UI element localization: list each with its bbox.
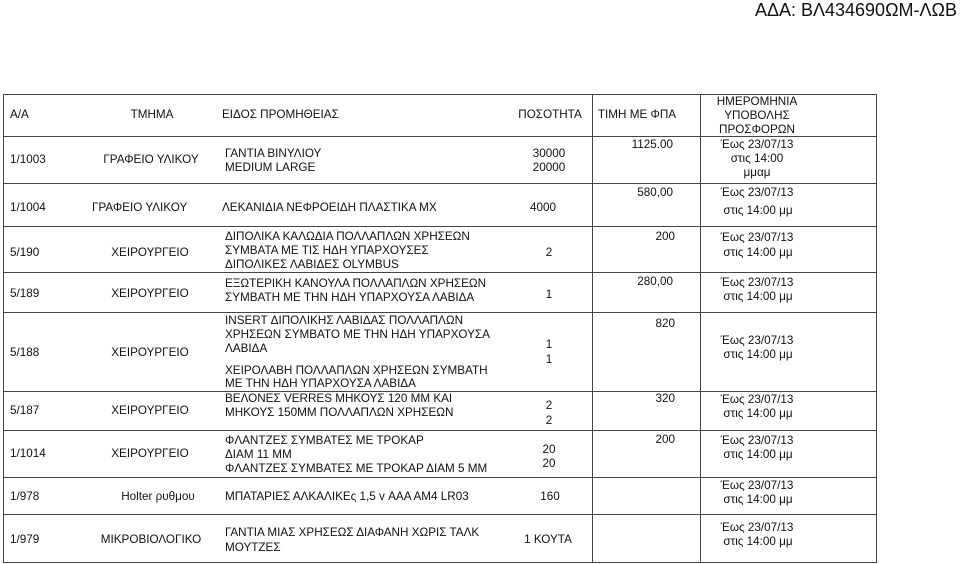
row-department: ΓΡΑΦΕΙΟ ΥΛΙΚΟΥ <box>92 201 188 214</box>
header-quantity: ΠΟΣΟΤΗΤΑ <box>518 108 582 121</box>
row-price: 580,00 <box>637 186 673 199</box>
row-item-line: ΛΕΚΑΝΙΔΙΑ ΝΕΦΡΟΕΙΔΗ ΠΛΑΣΤΙΚΑ ΜΧ <box>222 201 437 214</box>
table-rule <box>3 430 877 431</box>
table-rule <box>3 312 877 313</box>
row-quantity: 20 <box>542 443 556 456</box>
row-item-line: MEDIUM LARGE <box>225 161 316 174</box>
row-department: ΧΕΙΡΟΥΡΓΕΙΟ <box>111 404 189 417</box>
row-deadline-line: στις 14:00 μμ <box>723 290 793 303</box>
table-rule <box>3 272 877 273</box>
ada-code: ΑΔΑ: ΒΛ434690ΩΜ-ΛΩΒ <box>754 0 957 20</box>
row-item-line: ΔΙΠΟΛΙΚΑ ΚΑΛΩΔΙΑ ΠΟΛΛΑΠΛΩΝ ΧΡΗΣΕΩΝ <box>225 230 470 243</box>
row-deadline-line: Έως 23/07/13 <box>720 138 794 151</box>
row-deadline-line: μμαμ <box>743 166 771 179</box>
row-aa: 5/187 <box>10 404 40 417</box>
row-quantity: 2 <box>545 246 553 259</box>
row-price: 1125.00 <box>631 138 673 151</box>
row-department: ΓΡΑΦΕΙΟ ΥΛΙΚΟΥ <box>103 153 199 166</box>
row-item-line: ΜΕ ΤΗΝ ΗΔΗ ΥΠΑΡΧΟΥΣΑ ΛΑΒΙΔΑ <box>225 377 416 390</box>
row-item-line: ΓΑΝΤΙΑ ΒΙΝΥΛΙΟΥ <box>225 147 322 160</box>
row-deadline-line: Έως 23/07/13 <box>720 479 794 492</box>
row-item-line: ΔΙΑΜ 11 ΜΜ <box>225 448 292 461</box>
row-quantity: 1 <box>545 353 553 366</box>
row-deadline-line: στις 14:00 <box>730 152 784 165</box>
row-item-line: ΜΟΥΤΖΕΣ <box>225 541 281 554</box>
row-deadline-line: στις 14:00 μμ <box>723 348 793 361</box>
row-deadline-line: Έως 23/07/13 <box>720 334 794 347</box>
header-aa: Α/Α <box>10 108 29 121</box>
table-rule <box>3 226 877 227</box>
row-department: ΧΕΙΡΟΥΡΓΕΙΟ <box>111 346 189 359</box>
row-aa: 1/1003 <box>10 153 46 166</box>
row-item-line: INSERT ΔΙΠΟΛΙΚΗΣ ΛΑΒΙΔΑΣ ΠΟΛΛΑΠΛΩΝ <box>225 314 464 327</box>
row-aa: 1/978 <box>10 490 40 503</box>
table-rule <box>3 183 877 184</box>
row-quantity: 20 <box>542 457 556 470</box>
row-quantity: 1 <box>545 288 553 301</box>
row-deadline-line: στις 14:00 μμ <box>723 448 793 461</box>
header-deadline-line: ΗΜΕΡΟΜΗΝΙΑ <box>716 95 798 108</box>
row-item-line: ΜΗΚΟΥΣ 150ΜΜ ΠΟΛΛΑΠΛΩΝ ΧΡΗΣΕΩΝ <box>225 406 454 419</box>
table-column-rule <box>3 94 4 563</box>
header-deadline-line: ΥΠΟΒΟΛΗΣ <box>724 109 790 122</box>
row-quantity: 1 ΚΟΥΤΑ <box>524 533 572 546</box>
row-department: Holter ρυθμου <box>121 490 195 503</box>
table-column-rule <box>592 94 593 563</box>
row-deadline-line: στις 14:00 μμ <box>723 407 793 420</box>
row-department: ΜΙΚΡΟΒΙΟΛΟΓΙΚΟ <box>100 533 202 546</box>
row-aa: 1/1004 <box>10 201 46 214</box>
row-item-line: ΛΑΒΙΔΑ <box>225 342 268 355</box>
row-department: ΧΕΙΡΟΥΡΓΕΙΟ <box>111 287 189 300</box>
table-column-rule <box>876 94 877 563</box>
row-item-line: ΜΠΑΤΑΡΙΕΣ ΑΛΚΑΛΙΚΕς 1,5 v ΑΑΑ ΑΜ4 LR03 <box>225 490 469 503</box>
row-deadline-line: στις 14:00 μμ <box>723 204 793 217</box>
row-department: ΧΕΙΡΟΥΡΓΕΙΟ <box>111 246 189 259</box>
row-item-line: ΦΛΑΝΤΖΕΣ ΣΥΜΒΑΤΕΣ ΜΕ ΤΡΟΚΑΡ ΔΙΑΜ 5 ΜΜ <box>225 462 488 475</box>
row-deadline-line: στις 14:00 μμ <box>723 493 793 506</box>
row-deadline-line: στις 14:00 μμ <box>723 535 793 548</box>
row-quantity: 2 <box>545 399 553 412</box>
row-deadline-line: Έως 23/07/13 <box>720 276 794 289</box>
row-item-line: ΒΕΛΟΝΕΣ VERRES ΜΗΚΟΥΣ 120 ΜΜ ΚΑΙ <box>225 392 453 405</box>
row-aa: 1/1014 <box>10 447 46 460</box>
row-price: 200 <box>655 230 675 243</box>
row-aa: 5/190 <box>10 246 40 259</box>
header-price: ΤΙΜΗ ΜΕ ΦΠΑ <box>597 108 677 121</box>
row-item-line: ΓΑΝΤΙΑ ΜΙΑΣ ΧΡΗΣΕΩΣ ΔΙΑΦΑΝΗ ΧΩΡΙΣ ΤΑΛΚ <box>225 526 480 539</box>
row-deadline-line: Έως 23/07/13 <box>720 393 794 406</box>
row-quantity: 4000 <box>529 201 557 214</box>
row-aa: 1/979 <box>10 533 40 546</box>
row-quantity: 1 <box>545 338 553 351</box>
table-column-rule <box>700 94 701 563</box>
row-deadline-line: Έως 23/07/13 <box>720 231 794 244</box>
row-price: 280,00 <box>637 275 673 288</box>
row-price: 320 <box>655 392 675 405</box>
header-deadline-line: ΠΡΟΣΦΟΡΩΝ <box>719 123 795 136</box>
row-aa: 5/189 <box>10 287 40 300</box>
row-deadline-line: στις 14:00 μμ <box>723 246 793 259</box>
row-deadline-line: Έως 23/07/13 <box>720 434 794 447</box>
row-item-line: ΦΛΑΝΤΖΕΣ ΣΥΜΒΑΤΕΣ ΜΕ ΤΡΟΚΑΡ <box>225 434 424 447</box>
row-quantity: 30000 <box>532 147 566 160</box>
row-item-line: ΣΥΜΒΑΤΑ ΜΕ ΤΙΣ ΗΔΗ ΥΠΑΡΧΟΥΣΕΣ <box>225 244 429 257</box>
row-quantity: 2 <box>545 414 553 427</box>
row-aa: 5/188 <box>10 346 40 359</box>
row-deadline-line: Έως 23/07/13 <box>720 186 794 199</box>
table-rule <box>3 562 877 563</box>
row-item-line: ΣΥΜΒΑΤΗ ΜΕ ΤΗΝ ΗΔΗ ΥΠΑΡΧΟΥΣΑ ΛΑΒΙΔΑ <box>225 291 475 304</box>
row-deadline-line: Έως 23/07/13 <box>720 521 794 534</box>
row-item-line: ΧΡΗΣΕΩΝ ΣΥΜΒΑΤΟ ΜΕ ΤΗΝ ΗΔΗ ΥΠΑΡΧΟΥΣΑ <box>225 328 490 341</box>
table-rule <box>3 514 877 515</box>
row-department: ΧΕΙΡΟΥΡΓΕΙΟ <box>111 447 189 460</box>
row-item-line: ΧΕΙΡΟΛΑΒΗ ΠΟΛΛΑΠΛΩΝ ΧΡΗΣΕΩΝ ΣΥΜΒΑΤΗ <box>225 364 488 377</box>
table-rule <box>3 477 877 478</box>
row-item-line: ΕΞΩΤΕΡΙΚΗ ΚΑΝΟΥΛΑ ΠΟΛΛΑΠΛΩΝ ΧΡΗΣΕΩΝ <box>225 277 487 290</box>
header-item: ΕΙΔΟΣ ΠΡΟΜΗΘΕΙΑΣ <box>222 108 339 121</box>
header-department: ΤΜΗΜΑ <box>130 108 174 121</box>
row-quantity: 20000 <box>532 161 566 174</box>
row-item-line: ΔΙΠΟΛΙΚΕΣ ΛΑΒΙΔΕΣ OLYMBUS <box>225 258 399 271</box>
row-price: 820 <box>655 317 675 330</box>
row-price: 200 <box>655 433 675 446</box>
row-quantity: 160 <box>540 490 560 503</box>
